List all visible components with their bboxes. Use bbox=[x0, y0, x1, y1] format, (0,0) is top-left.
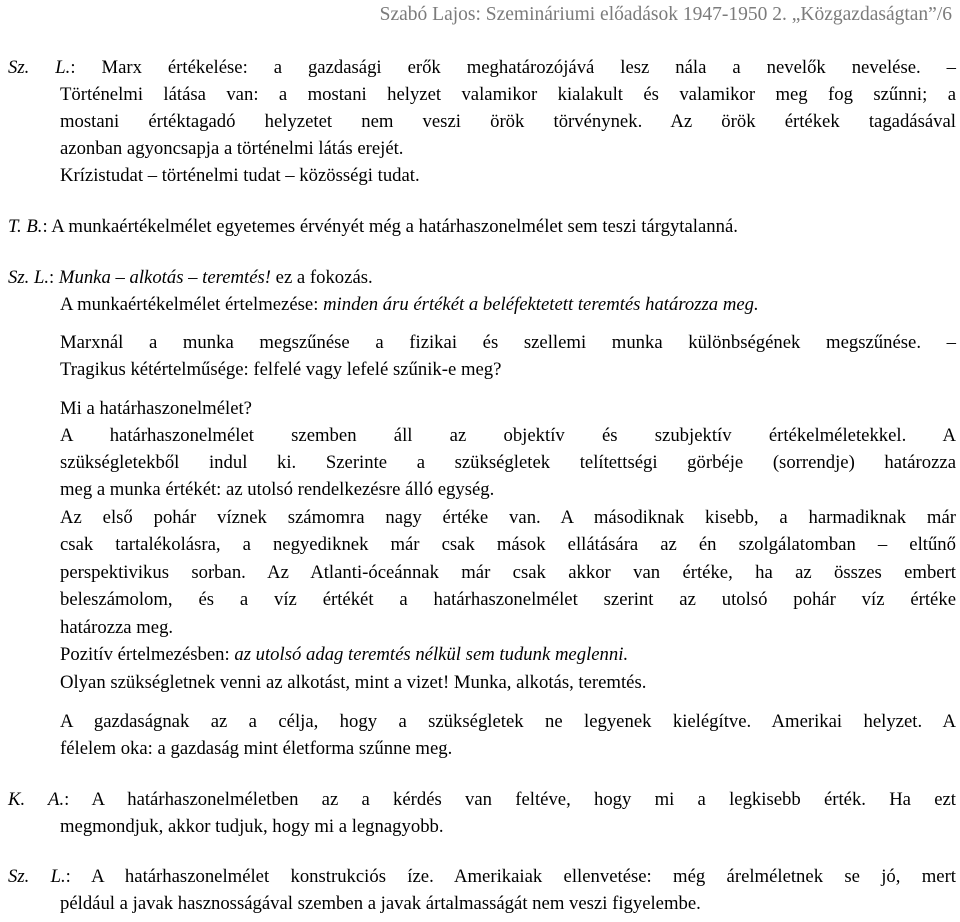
paragraph-line: Sz. L.: Marx értékelése: a gazdasági erők meghatározójává lesz nála a nevelők nevelése. – bbox=[8, 57, 956, 78]
paragraph-line: A munkaértékelmélet értelmezése: minden áru értékét a beléfektetett teremtés határozza meg. bbox=[60, 294, 759, 315]
paragraph-line: Sz. L.: Munka – alkotás – teremtés! ez a fokozás. bbox=[8, 267, 373, 288]
paragraph-line: perspektivikus sorban. Az Atlanti-óceánnak már csak akkor van értéke, ha az összes embert bbox=[60, 562, 956, 583]
paragraph-line: azonban agyoncsapja a történelmi látás erejét. bbox=[60, 138, 404, 159]
speaker-label: T. B. bbox=[8, 216, 43, 237]
question-line: Mi a határhaszonelmélet? bbox=[60, 398, 252, 419]
paragraph-line: Marxnál a munka megszűnése a fizikai és szellemi munka különbségének megszűnése. – bbox=[60, 332, 956, 353]
paragraph-line: K. A.: A határhaszonelméletben az a kérdés van feltéve, hogy mi a legkisebb érték. Ha ezt bbox=[8, 789, 956, 810]
speaker-label: Sz. L. bbox=[8, 267, 50, 288]
paragraph-line: Tragikus kétértelműsége: felfelé vagy lefelé szűnik-e meg? bbox=[60, 359, 502, 380]
paragraph-line: A gazdaságnak az a célja, hogy a szükségletek ne legyenek kielégítve. Amerikai helyzet. A bbox=[60, 711, 956, 732]
page-header: Szabó Lajos: Szemináriumi előadások 1947-1950 2. „Közgazdaságtan”/6 bbox=[379, 4, 952, 25]
paragraph-line: mostani értéktagadó helyzetet nem veszi örök törvénynek. Az örök értékek tagadásával bbox=[60, 111, 956, 132]
paragraph-line: szükségletekből indul ki. Szerinte a szükségletek telítettségi görbéje (sorrendje) határozza bbox=[60, 452, 956, 473]
paragraph-line: félelem oka: a gazdaság mint életforma szűnne meg. bbox=[60, 738, 453, 759]
paragraph-line: A határhaszonelmélet szemben áll az objektív és szubjektív értékelméletekkel. A bbox=[60, 425, 956, 446]
paragraph-line: csak tartalékolásra, a negyediknek már csak mások ellátására az én szolgálatomban – eltűnő bbox=[60, 534, 956, 555]
paragraph-line: meg a munka értékét: az utolsó rendelkezésre álló egység. bbox=[60, 479, 495, 500]
paragraph-line: megmondjuk, akkor tudjuk, hogy mi a legnagyobb. bbox=[60, 816, 444, 837]
speaker-label: K. A. bbox=[8, 789, 65, 810]
paragraph-line: Pozitív értelmezésben: az utolsó adag teremtés nélkül sem tudunk meglenni. bbox=[60, 644, 629, 665]
paragraph-line: T. B.: A munkaértékelmélet egyetemes érvényét még a határhaszonelmélet sem teszi tárgytalanná. bbox=[8, 216, 738, 237]
paragraph-line: határozza meg. bbox=[60, 617, 174, 638]
speaker-label: Sz. L. bbox=[8, 866, 66, 887]
paragraph-line: Olyan szükségletnek venni az alkotást, mint a vizet! Munka, alkotás, teremtés. bbox=[60, 672, 647, 693]
paragraph-line: Az első pohár víznek számomra nagy értéke van. A másodiknak kisebb, a harmadiknak már bbox=[60, 507, 956, 528]
paragraph-line: beleszámolom, és a víz értékét a határhaszonelmélet szerint az utolsó pohár víz értéke bbox=[60, 589, 956, 610]
paragraph-line: Sz. L.: A határhaszonelmélet konstrukciós íze. Amerikaiak ellenvetése: még árelméletnek se jó, mert bbox=[8, 866, 956, 887]
speaker-label: Sz. L. bbox=[8, 57, 71, 78]
paragraph-line: Krízistudat – történelmi tudat – közösségi tudat. bbox=[60, 165, 420, 186]
paragraph-line: Történelmi látása van: a mostani helyzet valamikor kialakult és valamikor meg fog szűnni; a bbox=[60, 84, 956, 105]
paragraph-line: például a javak hasznosságával szemben a javak ártalmasságát nem veszi figyelembe. bbox=[60, 893, 701, 914]
